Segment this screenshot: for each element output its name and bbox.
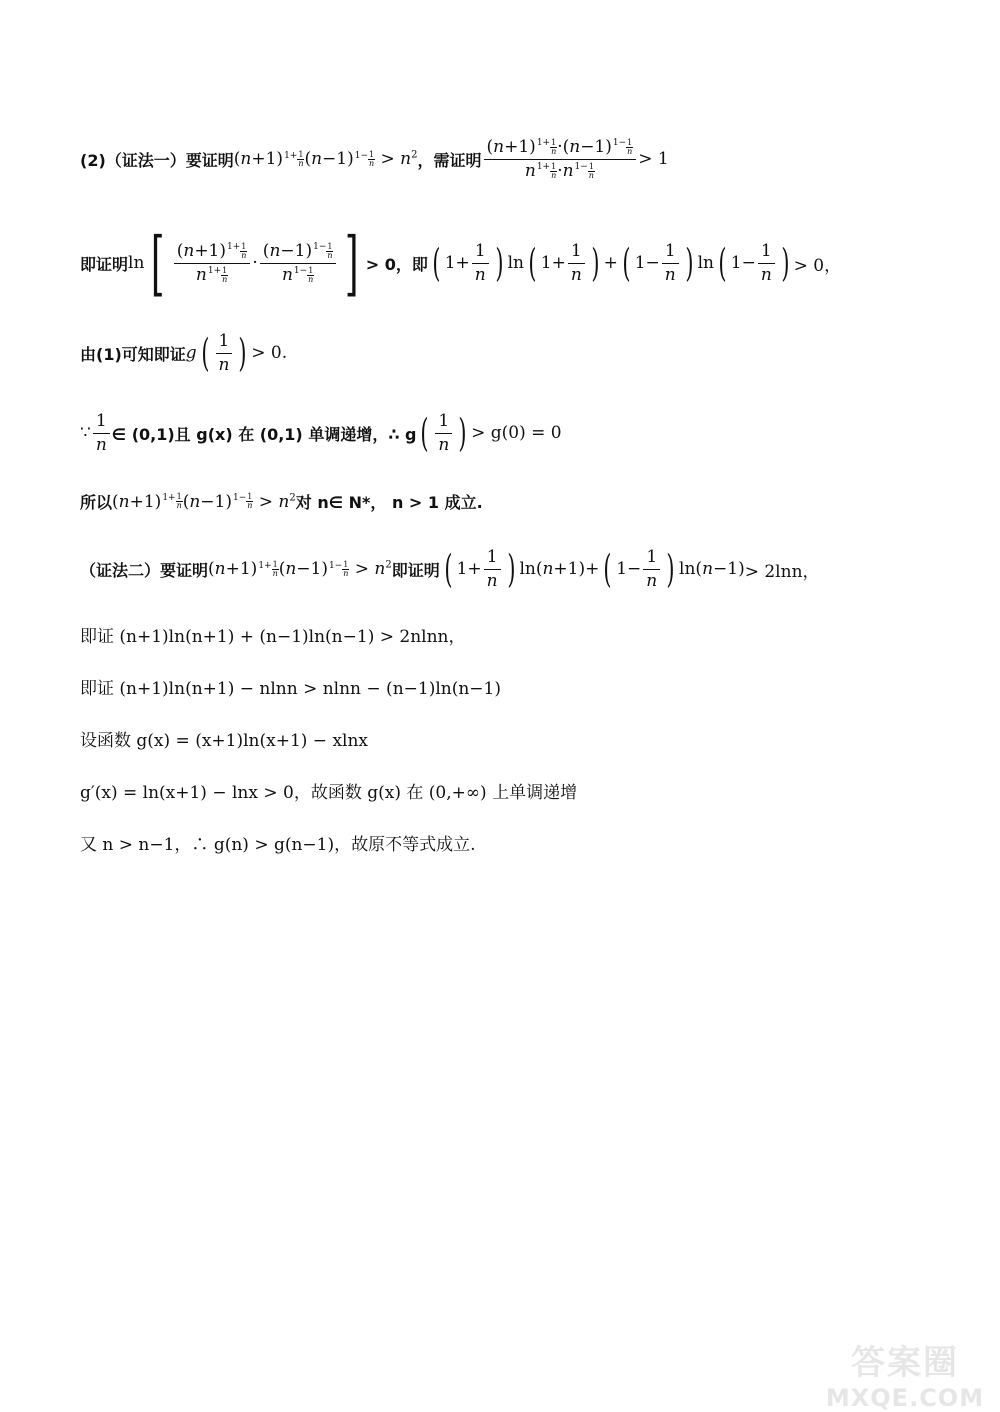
watermark-logo [820, 1335, 990, 1412]
watermark-line1: 答案圈 [851, 1343, 959, 1383]
log-sum-expression: ( 1+ $\frac{1}{n}$ ) ln ( 1+ $\frac{1}{n}$ ) + ( 1− $\frac{1}{n}$ ) ln ( 1− $\frac{1}{n}$ ) [432, 240, 790, 285]
proof2-line2: 即证 (n+1)ln(n+1) + (n−1)ln(n−1) > 2nlnn， [80, 627, 466, 647]
text-segment: ∵ [80, 423, 91, 444]
proof2-line5: g′(x) = ln(x+1) − lnx > 0，故函数 g(x) 在 (0,+∞) 上单调递增 [80, 783, 578, 803]
text-segment: ，需证明 [417, 150, 482, 170]
text-segment: > 0， [793, 255, 842, 276]
text-segment: 即证明 [391, 560, 440, 580]
watermark-line2: MXQE.COM [825, 1384, 985, 1412]
text-segment: ∈ (0,1)且 g(x) 在 (0,1) 单调递增，∴ g [111, 424, 417, 444]
text-segment: > g(0) = 0 [471, 423, 562, 444]
text-segment: > 2lnn， [744, 561, 820, 582]
proof1-line4 [80, 412, 562, 454]
text-segment: 所以 [80, 493, 113, 512]
proof1-line1 [80, 138, 669, 180]
text-segment: 即证明 [80, 254, 129, 274]
proof2-line1 [80, 548, 820, 590]
log-sum-expression: ( 1+ $\frac{1}{n}$ ) ln( n +1)+ ( 1− $\frac{1}{n}$ ) ln( n −1) [444, 547, 745, 592]
inequality-expression: (n+1) $^{1+ \frac{1}{n}}$ (n−1) $^{1- \frac{1}{n}}$ > $n^2$ [233, 149, 418, 170]
text-segment: 对 n∈ N*， n > 1 成立. [295, 493, 483, 512]
proof1-line3 [80, 332, 287, 374]
text-segment: > 1 [638, 149, 669, 170]
inequality-expression: $(n+1)^{1+ 1 n}$ $(n-1)^{1- 1 n}$ > $n^2$ [112, 491, 296, 512]
text-segment: > 0. [251, 343, 288, 364]
g-expression: g ( $\frac{1}{n}$ ) [185, 331, 247, 376]
text-segment: （证法二）要证明 [80, 560, 209, 580]
proof2-line6: 又 n > n−1，∴ g(n) > g(n−1)，故原不等式成立. [80, 835, 476, 855]
proof1-line2 [80, 222, 842, 304]
text-segment: 由(1)可知即证 [80, 344, 186, 364]
g-expression: ( $\frac{1}{n}$ ) [420, 411, 467, 456]
text-segment: (2)（证法一）要证明 [80, 150, 234, 170]
text-segment: > 0，即 [365, 254, 428, 274]
inequality-expression: $(n+1)^{1+ 1 n}$ $(n-1)^{1- 1 n}$ > $n^2$ [208, 559, 392, 580]
fraction-expression: $(n+1)^{1+ 1 n}$ $\cdot(n-1)^{1- 1 n}$ $n^{1+ 1 n}$ $\cdot n^{1- 1 n}$ [484, 138, 637, 180]
proof2-line4: 设函数 g(x) = (x+1)ln(x+1) − xlnx [80, 731, 369, 751]
fraction-expression: $\frac{1}{n}$ [93, 412, 110, 454]
proof1-conclusion [80, 490, 483, 513]
ln-bracket-expression: ln [ $(n+1)^{1+ 1 n}$ $n^{1+ 1 n}$ · $(n-1)^{1- 1 n}$ $n^{1- 1 n}$ ] [128, 222, 359, 304]
proof2-line3: 即证 (n+1)ln(n+1) − nlnn > nlnn − (n−1)ln(n−1) [80, 679, 501, 699]
